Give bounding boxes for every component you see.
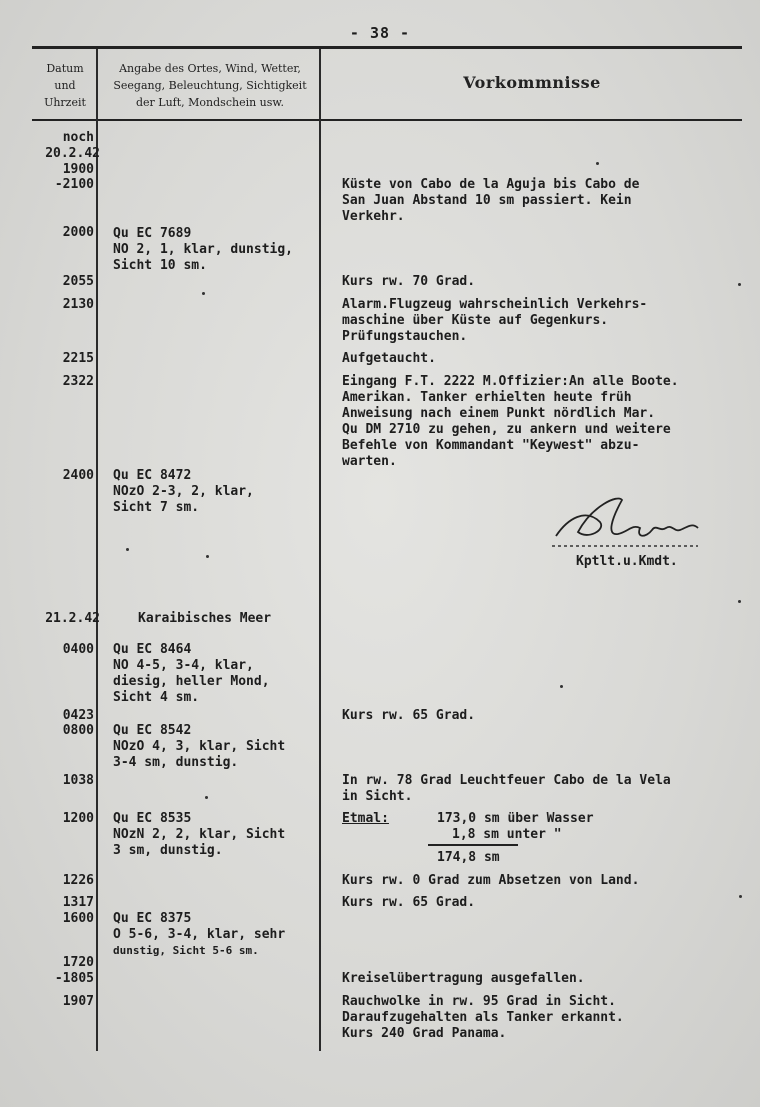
event-line: Alarm.Flugzeug wahrscheinlich Verkehrs- (342, 297, 648, 312)
paper-speck (738, 600, 741, 603)
place-line: Sicht 7 sm. (113, 500, 200, 515)
event-line: Befehle von Kommandant "Keywest" abzu- (342, 438, 640, 453)
place-line: Sicht 10 sm. (113, 258, 207, 273)
event-line: Verkehr. (342, 209, 405, 224)
place-line: Qu EC 8464 (113, 642, 192, 657)
place-line: Qu EC 8542 (113, 723, 192, 738)
header-vorkommnisse: Vorkommnisse (463, 73, 601, 92)
event-line: Qu DM 2710 zu gehen, zu ankern und weitere (342, 422, 671, 437)
time-1038: 1038 (62, 773, 94, 788)
event-line: Rauchwolke in rw. 95 Grad in Sicht. (342, 994, 616, 1009)
time-1907: 1907 (62, 994, 94, 1009)
place-line: Qu EC 8375 (113, 911, 192, 926)
signature-title: Kptlt.u.Kmdt. (576, 554, 678, 569)
paper-speck (202, 292, 205, 295)
event-line: Daraufzugehalten als Tanker erkannt. (342, 1010, 624, 1025)
time-2322: 2322 (62, 374, 94, 389)
header-datum-line-1: Datum (46, 62, 84, 75)
time-2215: 2215 (62, 351, 94, 366)
paper-speck (205, 796, 208, 799)
paper-speck (739, 895, 742, 898)
event-line: Kurs 240 Grad Panama. (342, 1026, 507, 1041)
date-noch: noch (62, 130, 94, 145)
event-line: Kurs rw. 0 Grad zum Absetzen von Land. (342, 873, 640, 888)
header-ort-line-1: Angabe des Ortes, Wind, Wetter, (119, 62, 301, 75)
event-line: maschine über Küste auf Gegenkurs. (342, 313, 609, 328)
event-line: Anweisung nach einem Punkt nördlich Mar. (342, 406, 656, 421)
time-1720: 1720 (62, 955, 94, 970)
event-line: Küste von Cabo de la Aguja bis Cabo de (342, 177, 640, 192)
time-1226: 1226 (62, 873, 94, 888)
header-datum-line-2: und (54, 79, 76, 92)
time-1600: 1600 (62, 911, 94, 926)
paper-speck (738, 283, 741, 286)
place-line: NOzO 4, 3, klar, Sicht (113, 739, 286, 754)
time-2100: -2100 (54, 177, 94, 192)
time-1200: 1200 (62, 811, 94, 826)
place-line: NOzN 2, 2, klar, Sicht (113, 827, 286, 842)
paper-speck (206, 555, 209, 558)
paper-speck (560, 685, 563, 688)
place-line: Qu EC 7689 (113, 226, 192, 241)
place-line: Karaibisches Meer (138, 611, 272, 626)
top-rule (32, 46, 742, 49)
time-1805: -1805 (54, 971, 94, 986)
etmal-label: Etmal: (342, 811, 389, 826)
time-2130: 2130 (62, 297, 94, 312)
place-line: Qu EC 8535 (113, 811, 192, 826)
event-line: In rw. 78 Grad Leuchtfeuer Cabo de la Vela (342, 773, 671, 788)
time-2055: 2055 (62, 274, 94, 289)
header-datum-line-3: Uhrzeit (44, 96, 86, 109)
time-1900: 1900 (62, 162, 94, 177)
time-2000: 2000 (62, 225, 94, 240)
paper-speck (126, 548, 129, 551)
event-line: Kurs rw. 65 Grad. (342, 895, 476, 910)
header-ort-line-3: der Luft, Mondschein usw. (135, 96, 285, 109)
place-line: 3-4 sm, dunstig. (113, 755, 239, 770)
event-line: Kurs rw. 70 Grad. (342, 274, 476, 289)
time-1317: 1317 (62, 895, 94, 910)
place-line: NO 2, 1, klar, dunstig, (113, 242, 294, 257)
place-line: Qu EC 8472 (113, 468, 192, 483)
header-datum (34, 60, 96, 111)
paper-speck (596, 162, 599, 165)
event-line: Aufgetaucht. (342, 351, 436, 366)
event-line: warten. (342, 454, 397, 469)
place-line: diesig, heller Mond, (113, 674, 270, 689)
place-line: O 5-6, 3-4, klar, sehr (113, 927, 286, 942)
event-line: Kreiselübertragung ausgefallen. (342, 971, 585, 986)
place-line: NOzO 2-3, 2, klar, (113, 484, 254, 499)
event-line: Amerikan. Tanker erhielten heute früh (342, 390, 632, 405)
date-21-2-42: 21.2.42 (45, 611, 100, 626)
header-ort-line-2: Seegang, Beleuchtung, Sichtigkeit (113, 79, 307, 92)
etmal-water: 173,0 sm über Wasser (437, 811, 594, 826)
event-line: Kurs rw. 65 Grad. (342, 708, 476, 723)
place-line: 3 sm, dunstig. (113, 843, 223, 858)
signature-scribble (548, 488, 708, 558)
etmal-total: 174,8 sm (437, 850, 500, 865)
etmal-sum-rule (428, 844, 518, 846)
event-line: Prüfungstauchen. (342, 329, 468, 344)
place-line: NO 4-5, 3-4, klar, (113, 658, 254, 673)
header-ort (100, 60, 320, 111)
etmal-under: 1,8 sm unter " (452, 827, 562, 842)
time-0800: 0800 (62, 723, 94, 738)
time-0423: 0423 (62, 708, 94, 723)
time-2400: 2400 (62, 468, 94, 483)
column-divider-2 (319, 49, 321, 1051)
header-rule (32, 119, 742, 121)
place-line: Sicht 4 sm. (113, 690, 200, 705)
date-20-2-42: 20.2.42 (45, 146, 100, 161)
event-line: San Juan Abstand 10 sm passiert. Kein (342, 193, 632, 208)
event-line: in Sicht. (342, 789, 413, 804)
place-line: dunstig, Sicht 5-6 sm. (113, 944, 259, 957)
event-line: Eingang F.T. 2222 M.Offizier:An alle Boote. (342, 374, 679, 389)
column-divider-1 (96, 49, 98, 1051)
time-0400: 0400 (62, 642, 94, 657)
page-number: - 38 - (349, 24, 411, 42)
